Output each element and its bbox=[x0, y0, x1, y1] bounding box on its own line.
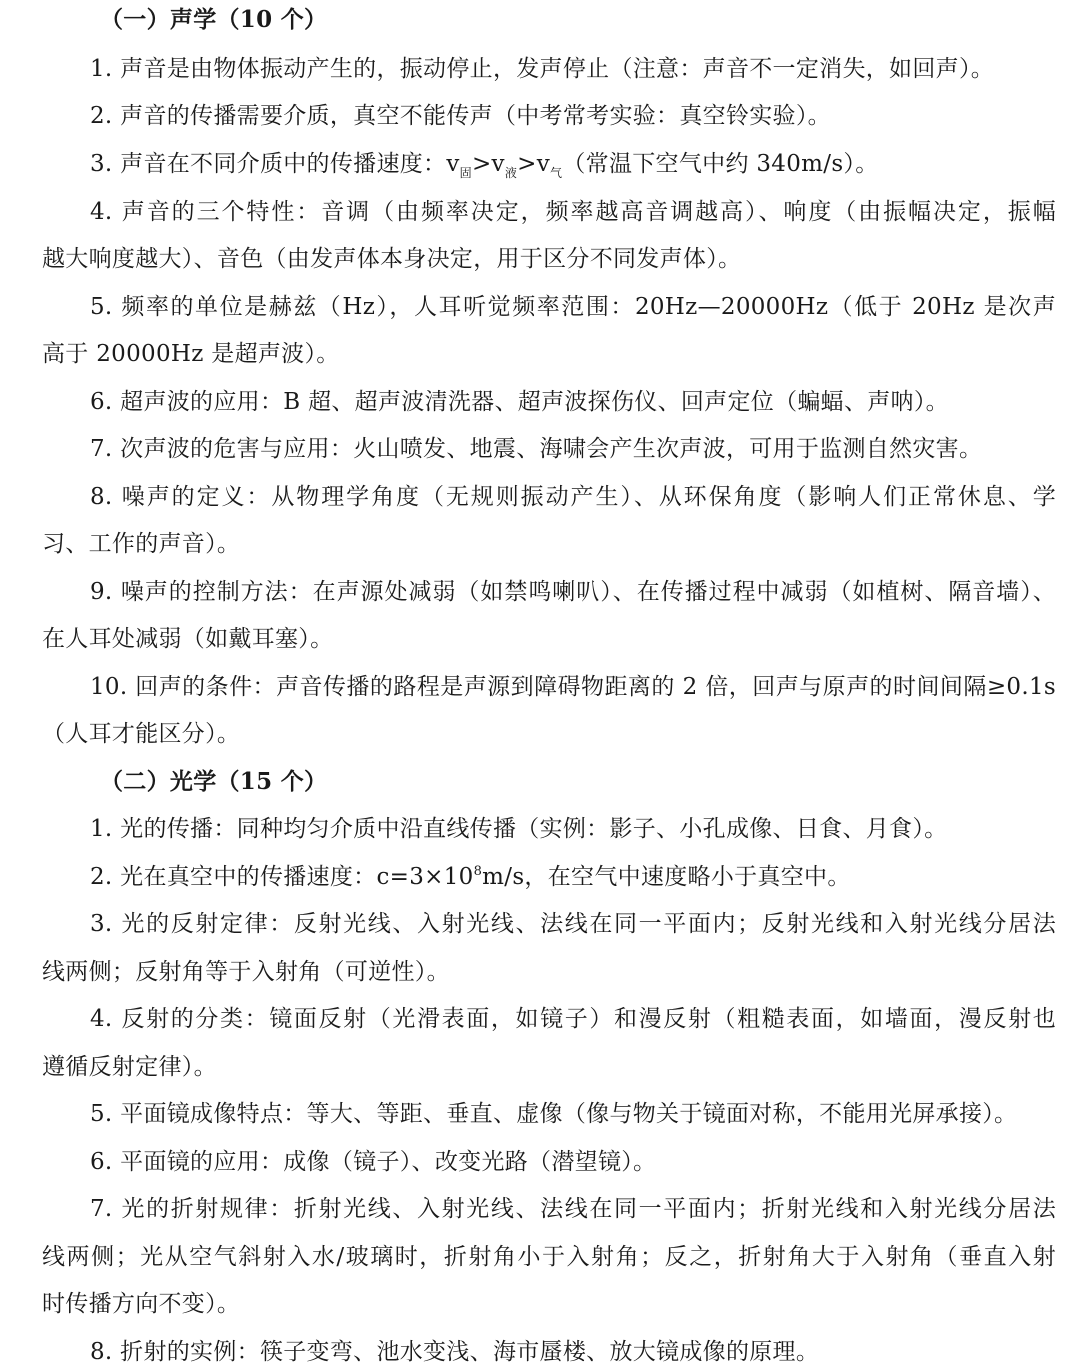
acoustics-item-10-line-1: 10. 回声的条件：声音传播的路程是声源到障碍物距离的 2 倍，回声与原声的时间间隔≥0.1s bbox=[90, 674, 1056, 700]
acoustics-item-5-line-1: 5. 频率的单位是赫兹（Hz），人耳听觉频率范围：20Hz—20000Hz（低于 20Hz 是次声 bbox=[90, 294, 1056, 320]
optics-item-2-lead: 2. 光在真空中的传播速度：c=3×10 bbox=[90, 864, 474, 890]
optics-item-3-line-2: 线两侧；反射角等于入射角（可逆性）。 bbox=[42, 959, 450, 985]
acoustics-item-4-line-2: 越大响度越大）、音色（由发声体本身决定，用于区分不同发声体）。 bbox=[42, 246, 742, 272]
optics-item-2 bbox=[90, 861, 1056, 893]
optics-item-3-line-1: 3. 光的反射定律：反射光线、入射光线、法线在同一平面内；反射光线和入射光线分居法 bbox=[90, 911, 1056, 937]
subscript-liquid: 液 bbox=[504, 166, 518, 180]
section-heading-optics: （二）光学（15 个） bbox=[100, 768, 328, 795]
greater-than-1: >v bbox=[471, 151, 505, 177]
acoustics-item-4-line-1: 4. 声音的三个特性：音调（由频率决定，频率越高音调越高）、响度（由振幅决定，振幅 bbox=[90, 199, 1056, 225]
acoustics-item-10-line-2: （人耳才能区分）。 bbox=[42, 721, 241, 747]
acoustics-item-5-line-2: 高于 20000Hz 是超声波）。 bbox=[42, 341, 340, 367]
acoustics-item-1: 1. 声音是由物体振动产生的，振动停止，发声停止（注意：声音不一定消失，如回声）。 bbox=[90, 56, 995, 82]
acoustics-item-3-lead: 3. 声音在不同介质中的传播速度：v bbox=[90, 151, 460, 177]
superscript-exponent: 8 bbox=[473, 864, 483, 879]
acoustics-item-7: 7. 次声波的危害与应用：火山喷发、地震、海啸会产生次声波，可用于监测自然灾害。 bbox=[90, 436, 983, 462]
optics-item-4-line-2: 遵循反射定律）。 bbox=[42, 1054, 217, 1080]
optics-item-8: 8. 折射的实例：筷子变弯、池水变浅、海市蜃楼、放大镜成像的原理。 bbox=[90, 1339, 820, 1365]
optics-item-1: 1. 光的传播：同种均匀介质中沿直线传播（实例：影子、小孔成像、日食、月食）。 bbox=[90, 816, 948, 842]
acoustics-item-3-tail: （常温下空气中约 340m/s）。 bbox=[562, 151, 879, 177]
optics-item-4-line-1: 4. 反射的分类：镜面反射（光滑表面，如镜子）和漫反射（粗糙表面，如墙面，漫反射也 bbox=[90, 1006, 1056, 1032]
optics-item-5: 5. 平面镜成像特点：等大、等距、垂直、虚像（像与物关于镜面对称，不能用光屏承接）。 bbox=[90, 1101, 1018, 1127]
acoustics-item-8-line-2: 习、工作的声音）。 bbox=[42, 531, 241, 557]
subscript-solid: 固 bbox=[459, 166, 472, 180]
optics-item-7-line-3: 时传播方向不变）。 bbox=[42, 1291, 241, 1317]
acoustics-item-9-line-1: 9. 噪声的控制方法：在声源处减弱（如禁鸣喇叭）、在传播过程中减弱（如植树、隔音墙）、 bbox=[90, 579, 1056, 605]
greater-than-2: >v bbox=[517, 151, 551, 177]
optics-item-7-line-2: 线两侧；光从空气斜射入水/玻璃时，折射角小于入射角；反之，折射角大于入射角（垂直入射 bbox=[42, 1244, 1056, 1270]
acoustics-item-2: 2. 声音的传播需要介质，真空不能传声（中考常考实验：真空铃实验）。 bbox=[90, 103, 831, 129]
acoustics-item-6: 6. 超声波的应用：B 超、超声波清洗器、超声波探伤仪、回声定位（蝙蝠、声呐）。 bbox=[90, 389, 949, 415]
optics-item-2-tail: m/s，在空气中速度略小于真空中。 bbox=[482, 864, 851, 890]
acoustics-item-9-line-2: 在人耳处减弱（如戴耳塞）。 bbox=[42, 626, 334, 652]
section-heading-acoustics: （一）声学（10 个） bbox=[100, 6, 328, 33]
acoustics-item-8-line-1: 8. 噪声的定义：从物理学角度（无规则振动产生）、从环保角度（影响人们正常休息、学 bbox=[90, 484, 1056, 510]
acoustics-item-3 bbox=[90, 148, 1056, 180]
optics-item-6: 6. 平面镜的应用：成像（镜子）、改变光路（潜望镜）。 bbox=[90, 1149, 657, 1175]
optics-item-7-line-1: 7. 光的折射规律：折射光线、入射光线、法线在同一平面内；折射光线和入射光线分居法 bbox=[90, 1196, 1056, 1222]
subscript-gas: 气 bbox=[550, 166, 563, 180]
